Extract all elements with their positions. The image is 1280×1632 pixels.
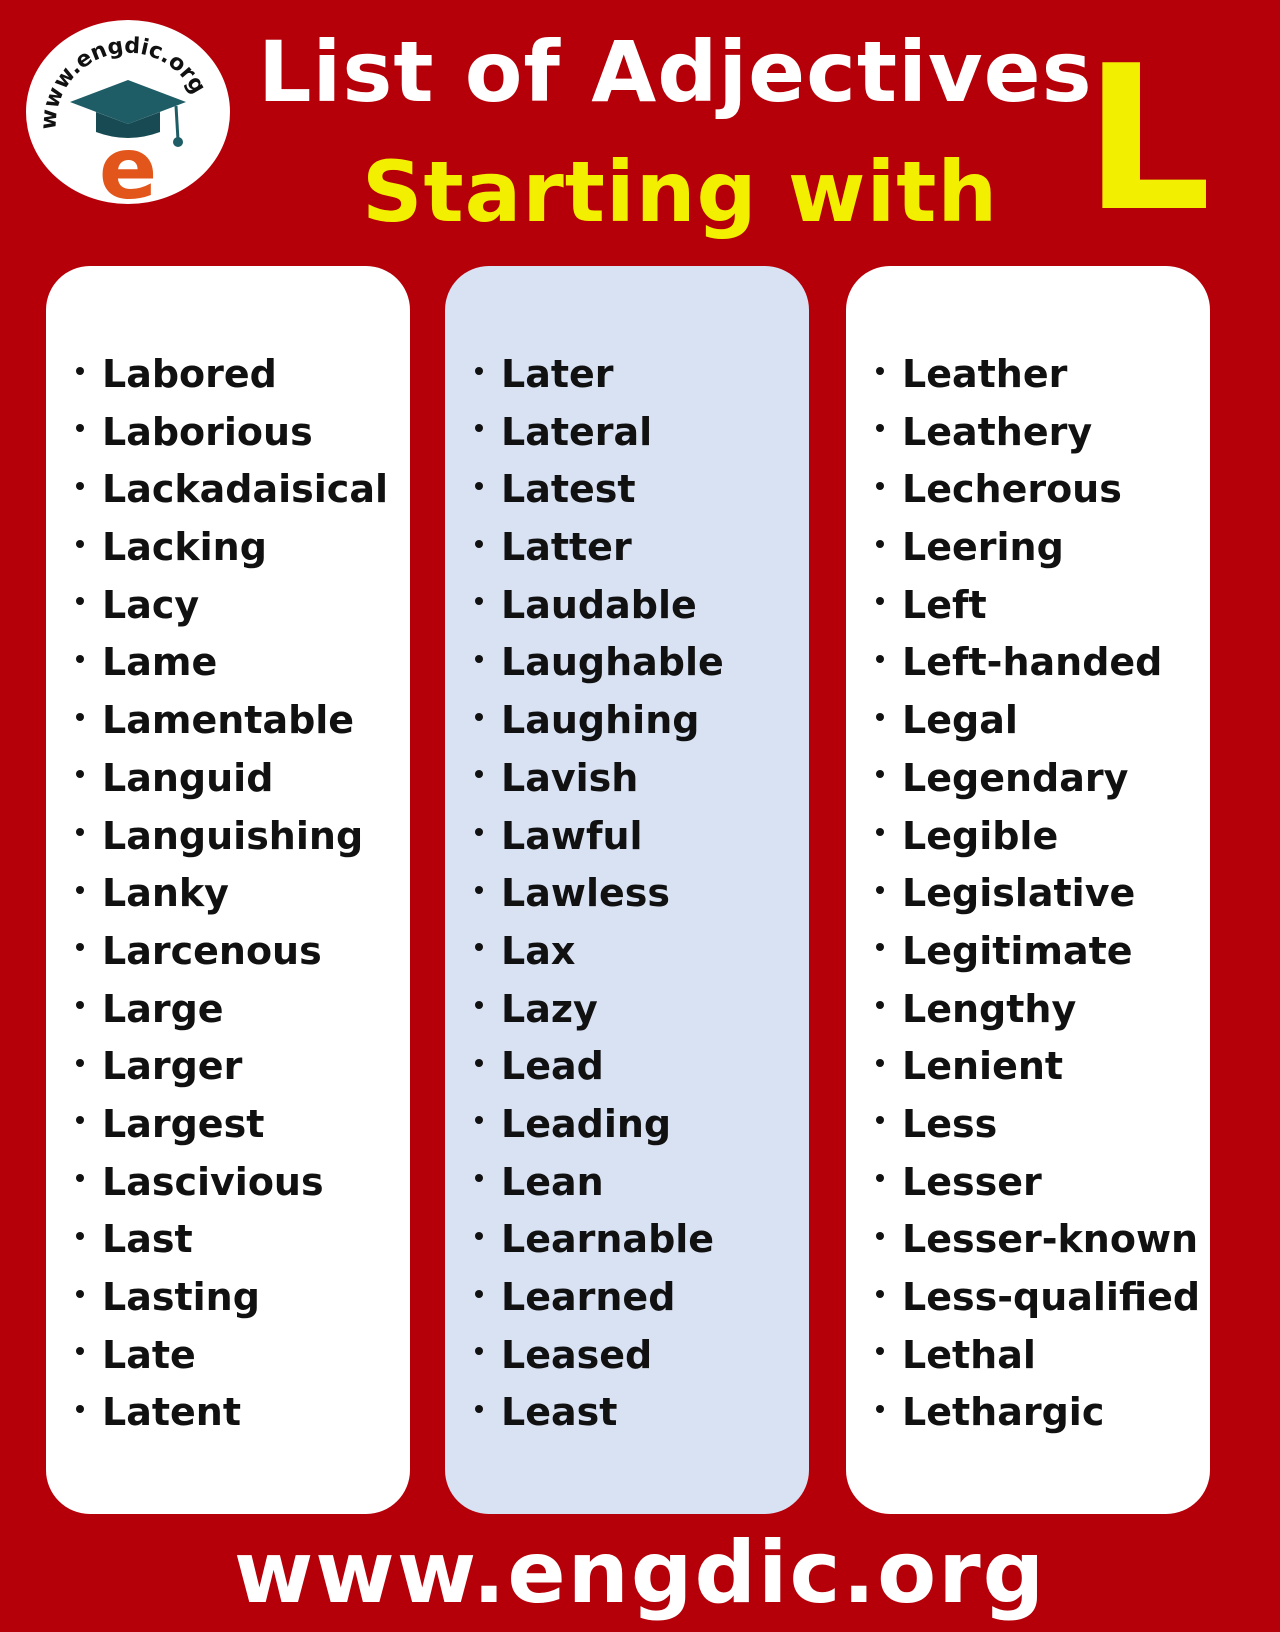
list-item xyxy=(876,1384,1200,1442)
adjective-word: Latest xyxy=(501,467,636,512)
title-letter: L xyxy=(1084,23,1212,256)
adjective-word: Leathery xyxy=(902,409,1093,454)
bullet-icon xyxy=(475,1116,483,1124)
adjective-word: Least xyxy=(501,1390,618,1435)
bullet-icon xyxy=(76,770,84,778)
adjective-word: Left xyxy=(902,582,987,627)
list-item xyxy=(475,981,724,1039)
adjective-word: Later xyxy=(501,352,614,396)
bullet-icon xyxy=(475,1059,483,1067)
list-item xyxy=(876,346,1200,404)
adjective-word: Legislative xyxy=(902,871,1136,916)
list-item xyxy=(76,808,388,866)
bullet-icon xyxy=(76,1232,84,1240)
bullet-icon xyxy=(76,1405,84,1413)
list-item xyxy=(475,1384,724,1442)
list-item xyxy=(475,1038,724,1096)
adjective-list xyxy=(475,346,724,1442)
list-item xyxy=(876,634,1200,692)
bullet-icon xyxy=(76,1059,84,1067)
bullet-icon xyxy=(76,482,84,490)
list-item xyxy=(876,461,1200,519)
list-item xyxy=(475,461,724,519)
bullet-icon xyxy=(475,1174,483,1182)
bullet-icon xyxy=(876,1290,884,1298)
bullet-icon xyxy=(76,886,84,894)
footer-url: www.engdic.org xyxy=(233,1523,1047,1623)
title-line-1: List of Adjectives xyxy=(258,23,1093,121)
list-item xyxy=(876,404,1200,462)
list-item xyxy=(475,577,724,635)
bullet-icon xyxy=(76,828,84,836)
svg-text:e: e xyxy=(98,119,158,204)
list-item xyxy=(876,923,1200,981)
adjective-word: Lean xyxy=(501,1159,604,1204)
adjective-word: Lecherous xyxy=(902,467,1122,512)
adjective-column-2 xyxy=(445,266,809,1514)
list-item xyxy=(76,461,388,519)
title-line-2: Starting with xyxy=(362,143,999,241)
adjective-word: Lacy xyxy=(102,582,200,627)
list-item xyxy=(76,1154,388,1212)
adjective-word: Lesser xyxy=(902,1159,1042,1204)
adjective-word: Legendary xyxy=(902,755,1129,800)
list-item xyxy=(876,519,1200,577)
bullet-icon xyxy=(76,1174,84,1182)
list-item xyxy=(475,692,724,750)
list-item xyxy=(475,750,724,808)
bullet-icon xyxy=(876,770,884,778)
bullet-icon xyxy=(876,943,884,951)
adjective-word: Large xyxy=(102,986,224,1031)
bullet-icon xyxy=(475,828,483,836)
list-item xyxy=(876,1154,1200,1212)
bullet-icon xyxy=(475,655,483,663)
bullet-icon xyxy=(76,540,84,548)
adjective-word: Late xyxy=(102,1332,196,1377)
adjective-word: Lesser-known xyxy=(902,1217,1199,1262)
bullet-icon xyxy=(475,770,483,778)
list-item xyxy=(475,404,724,462)
adjective-word: Legitimate xyxy=(902,928,1133,973)
list-item xyxy=(76,981,388,1039)
bullet-icon xyxy=(475,540,483,548)
list-item xyxy=(475,808,724,866)
adjective-word: Lavish xyxy=(501,755,639,800)
list-item xyxy=(876,865,1200,923)
bullet-icon xyxy=(876,1116,884,1124)
bullet-icon xyxy=(876,540,884,548)
adjective-word: Latter xyxy=(501,525,632,570)
bullet-icon xyxy=(76,1001,84,1009)
adjective-word: Lax xyxy=(501,928,576,973)
bullet-icon xyxy=(876,828,884,836)
list-item xyxy=(76,865,388,923)
adjective-word: Leading xyxy=(501,1101,672,1146)
adjective-word: Lenient xyxy=(902,1044,1064,1089)
adjective-word: Laughable xyxy=(501,640,724,685)
adjective-word: Lascivious xyxy=(102,1159,324,1204)
adjective-word: Leather xyxy=(902,352,1068,396)
adjective-word: Laborious xyxy=(102,409,313,454)
bullet-icon xyxy=(76,367,84,375)
adjective-word: Lasting xyxy=(102,1275,260,1319)
bullet-icon xyxy=(475,943,483,951)
adjective-word: Lengthy xyxy=(902,986,1077,1031)
bullet-icon xyxy=(876,424,884,432)
bullet-icon xyxy=(876,1405,884,1413)
list-item xyxy=(876,1211,1200,1269)
graduation-cap-e-icon xyxy=(26,20,230,204)
adjective-word: Labored xyxy=(102,352,277,396)
bullet-icon xyxy=(475,1001,483,1009)
bullet-icon xyxy=(876,367,884,375)
adjective-word: Laughing xyxy=(501,698,700,743)
adjective-word: Lawful xyxy=(501,813,643,858)
bullet-icon xyxy=(475,482,483,490)
adjective-word: Learnable xyxy=(501,1217,715,1262)
list-item xyxy=(475,1096,724,1154)
adjective-word: Lethal xyxy=(902,1332,1036,1377)
list-item xyxy=(76,750,388,808)
adjective-word: Lamentable xyxy=(102,698,355,743)
bullet-icon xyxy=(876,713,884,721)
bullet-icon xyxy=(876,1174,884,1182)
list-item xyxy=(76,519,388,577)
bullet-icon xyxy=(76,1116,84,1124)
list-item xyxy=(876,808,1200,866)
bullet-icon xyxy=(475,1290,483,1298)
adjective-word: Less-qualified xyxy=(902,1275,1201,1319)
adjective-word: Legal xyxy=(902,698,1018,743)
bullet-icon xyxy=(876,655,884,663)
bullet-icon xyxy=(475,1232,483,1240)
list-item xyxy=(76,346,388,404)
bullet-icon xyxy=(876,597,884,605)
bullet-icon xyxy=(76,1290,84,1298)
adjective-word: Larger xyxy=(102,1044,243,1089)
adjective-word: Learned xyxy=(501,1275,676,1319)
adjective-word: Latent xyxy=(102,1390,242,1435)
bullet-icon xyxy=(76,1347,84,1355)
adjective-word: Leering xyxy=(902,525,1064,570)
list-item xyxy=(475,634,724,692)
adjective-word: Lacking xyxy=(102,525,267,570)
bullet-icon xyxy=(475,597,483,605)
list-item xyxy=(475,923,724,981)
adjective-column-1 xyxy=(46,266,410,1514)
list-item xyxy=(475,346,724,404)
adjective-word: Lanky xyxy=(102,871,229,916)
adjective-word: Last xyxy=(102,1217,193,1262)
list-item xyxy=(876,981,1200,1039)
list-item xyxy=(876,692,1200,750)
bullet-icon xyxy=(475,1405,483,1413)
adjective-word: Left-handed xyxy=(902,640,1163,685)
adjective-word: Legible xyxy=(902,813,1059,858)
bullet-icon xyxy=(876,1347,884,1355)
bullet-icon xyxy=(876,1059,884,1067)
list-item xyxy=(475,1327,724,1385)
bullet-icon xyxy=(475,886,483,894)
adjective-list xyxy=(76,346,388,1442)
logo-text: www.engdic.org xyxy=(36,33,211,131)
bullet-icon xyxy=(76,655,84,663)
list-item xyxy=(475,1211,724,1269)
list-item xyxy=(76,634,388,692)
list-item xyxy=(76,1211,388,1269)
list-item xyxy=(76,1327,388,1385)
adjective-word: Leased xyxy=(501,1332,653,1377)
bullet-icon xyxy=(876,1232,884,1240)
adjective-word: Lead xyxy=(501,1044,604,1089)
bullet-icon xyxy=(876,1001,884,1009)
list-item xyxy=(876,1269,1200,1327)
list-item xyxy=(76,923,388,981)
adjective-word: Languishing xyxy=(102,813,364,858)
adjective-word: Languid xyxy=(102,755,274,800)
bullet-icon xyxy=(475,713,483,721)
list-item xyxy=(475,865,724,923)
list-item xyxy=(76,1384,388,1442)
list-item xyxy=(876,1038,1200,1096)
adjective-word: Lame xyxy=(102,640,218,685)
list-item xyxy=(76,404,388,462)
list-item xyxy=(475,1154,724,1212)
list-item xyxy=(475,519,724,577)
list-item xyxy=(876,1327,1200,1385)
adjective-word: Less xyxy=(902,1101,998,1146)
bullet-icon xyxy=(76,713,84,721)
list-item xyxy=(76,577,388,635)
site-logo xyxy=(26,20,230,204)
list-item xyxy=(876,1096,1200,1154)
list-item xyxy=(76,1096,388,1154)
adjective-word: Largest xyxy=(102,1101,265,1146)
adjective-word: Lawless xyxy=(501,871,670,916)
list-item xyxy=(76,1038,388,1096)
adjective-word: Lateral xyxy=(501,409,653,454)
list-item xyxy=(76,1269,388,1327)
bullet-icon xyxy=(475,367,483,375)
bullet-icon xyxy=(876,482,884,490)
bullet-icon xyxy=(76,597,84,605)
adjective-word: Laudable xyxy=(501,582,697,627)
list-item xyxy=(475,1269,724,1327)
adjective-word: Larcenous xyxy=(102,928,322,973)
list-item xyxy=(876,750,1200,808)
adjective-list xyxy=(876,346,1200,1442)
bullet-icon xyxy=(76,424,84,432)
list-item xyxy=(76,692,388,750)
bullet-icon xyxy=(76,943,84,951)
adjective-column-3 xyxy=(846,266,1210,1514)
list-item xyxy=(876,577,1200,635)
adjective-word: Lazy xyxy=(501,986,598,1031)
adjective-word: Lackadaisical xyxy=(102,467,389,512)
bullet-icon xyxy=(876,886,884,894)
bullet-icon xyxy=(475,1347,483,1355)
bullet-icon xyxy=(475,424,483,432)
adjective-word: Lethargic xyxy=(902,1390,1105,1435)
